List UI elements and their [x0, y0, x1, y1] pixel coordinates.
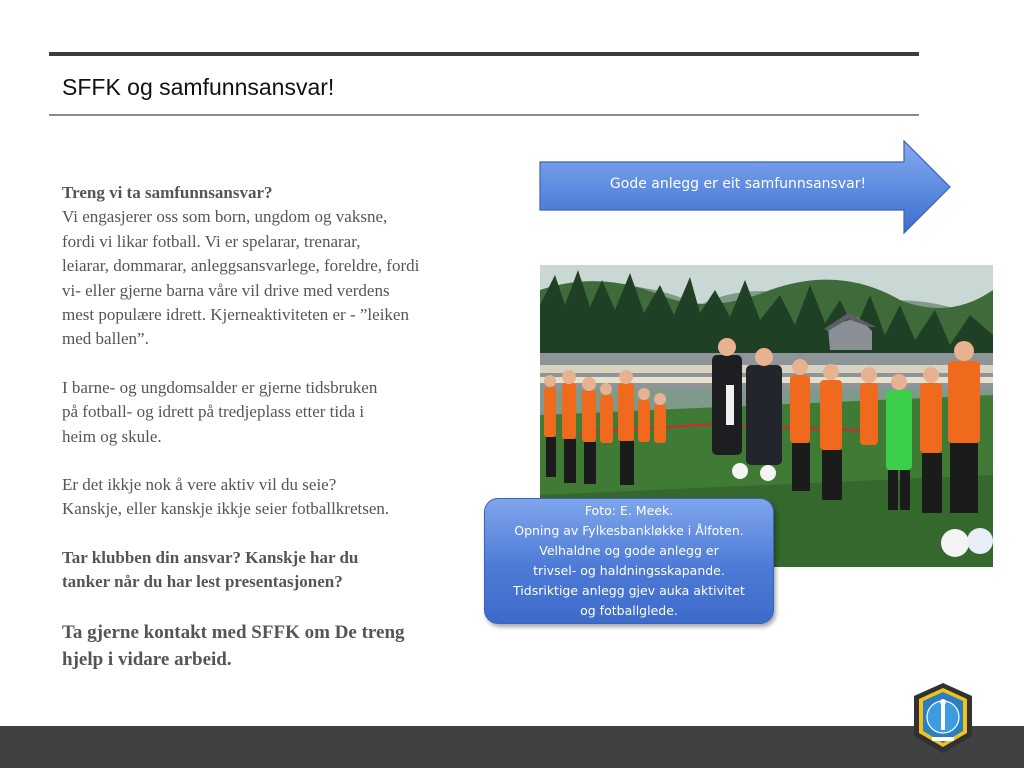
p1-line: leiarar, dommarar, anleggsansvarlege, foreldre, fordi	[62, 256, 420, 276]
p2-line: heim og skule.	[62, 426, 162, 446]
p1-line: Vi engasjerer oss som born, ungdom og vaksne,	[62, 207, 388, 227]
body-text	[62, 181, 502, 673]
caption-line: Opning av Fylkesbankløkke i Ålfoten.	[514, 523, 744, 538]
caption-line: trivsel- og haldningsskapande.	[533, 563, 725, 578]
caption-line: Foto: E. Meek.	[584, 503, 674, 518]
p2-line: I barne- og ungdomsalder er gjerne tidsbruken	[62, 377, 378, 397]
p1-line: vi- eller gjerne barna våre vil drive med verdens	[62, 280, 390, 300]
p3-line: Kanskje, eller kanskje ikkje seier fotballkretsen.	[62, 499, 390, 519]
p5-line: Ta gjerne kontakt med SFFK om De treng	[62, 621, 405, 643]
paragraph-1	[62, 181, 502, 352]
p2-line: på fotball- og idrett på tredjeplass etter tida i	[62, 402, 365, 422]
footer-bar	[0, 726, 1024, 768]
photo-caption	[484, 498, 774, 624]
p1-line: med ballen”.	[62, 329, 149, 349]
caption-line: Tidsriktige anlegg gjev auka aktivitet	[513, 583, 745, 598]
p1-line: fordi vi likar fotball. Vi er spelarar, trenarar,	[62, 231, 361, 251]
p3-line: Er det ikkje nok å vere aktiv vil du seie?	[62, 475, 337, 495]
arrow-callout	[538, 139, 952, 235]
title-rule	[49, 114, 919, 116]
caption-line: Velhaldne og gode anlegg er	[539, 543, 719, 558]
paragraph-3	[62, 473, 502, 522]
p1-heading: Treng vi ta samfunnsansvar?	[62, 183, 273, 202]
p4-line: tanker når du har lest presentasjonen?	[62, 572, 343, 592]
paragraph-4	[62, 546, 502, 595]
paragraph-5	[62, 619, 502, 673]
slide-title: SFFK og samfunnsansvar!	[62, 74, 335, 100]
caption-line: og fotballglede.	[580, 603, 678, 618]
p1-line: mest populære idrett. Kjerneaktiviteten er - ”leiken	[62, 305, 409, 325]
top-rule	[49, 52, 919, 56]
p5-line: hjelp i vidare arbeid.	[62, 648, 232, 670]
arrow-label: Gode anlegg er eit samfunnsansvar!	[609, 176, 867, 192]
p4-line: Tar klubben din ansvar? Kanskje har du	[62, 547, 359, 567]
paragraph-2	[62, 376, 502, 449]
sffk-club-crest-icon	[912, 682, 974, 754]
